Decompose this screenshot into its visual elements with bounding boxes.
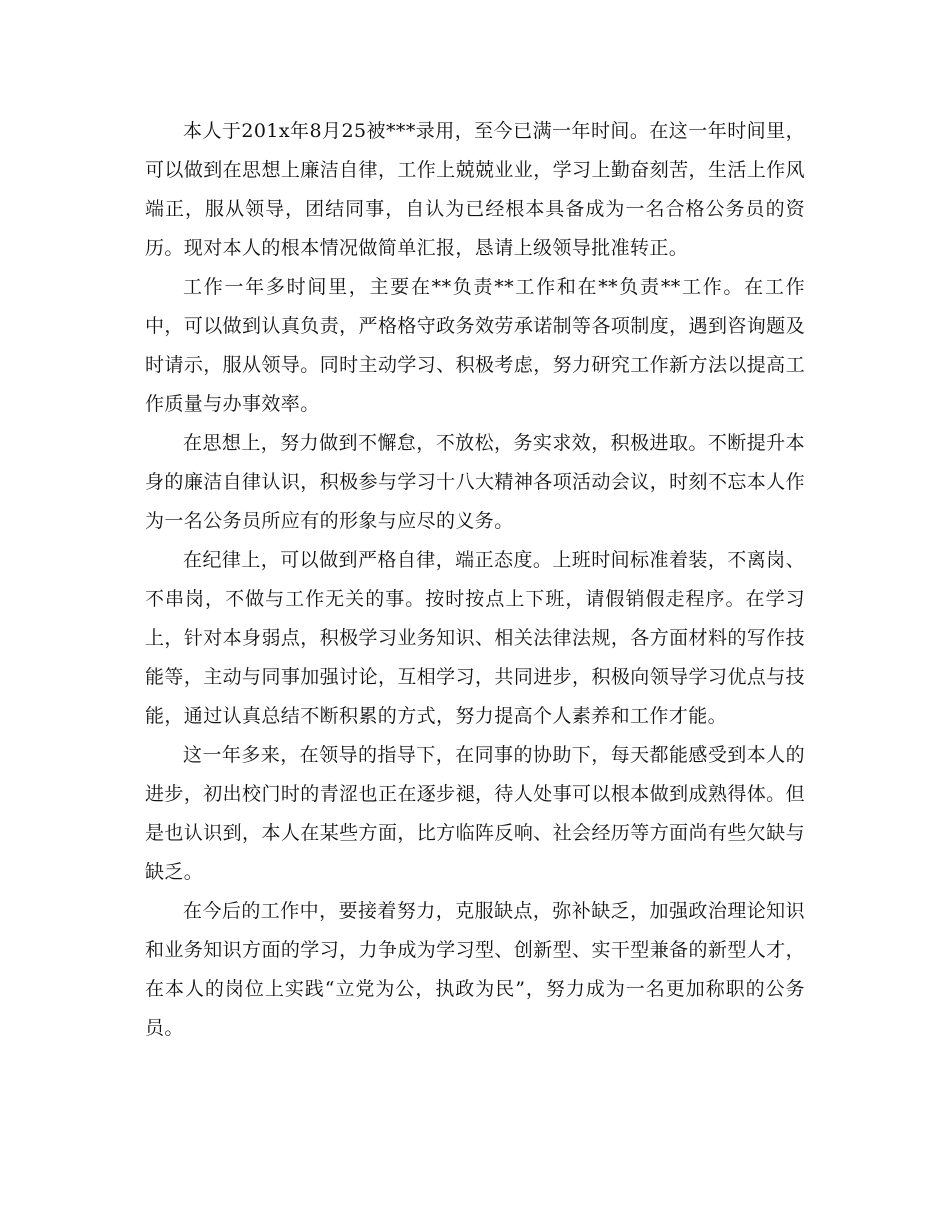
paragraph-3: 在思想上，努力做到不懈怠，不放松，务实求效，积极进取。不断提升本身的廉洁自律认识，积极参与学习十八大精神各项活动会议，时刻不忘本人作为一名公务员所应有的形象与应尽的义务。 [145, 432, 805, 532]
paragraph-2: 工作一年多时间里，主要在**负责**工作和在**负责**工作。在工作中，可以做到认真负责，严格格守政务效劳承诺制等各项制度，遇到咨询题及时请示，服从领导。同时主动学习、积极考虑，努力研究工作新方法以提高工作质量与办事效率。 [145, 276, 805, 415]
paragraph-4: 在纪律上，可以做到严格自律，端正态度。上班时间标准着装，不离岗、不串岗，不做与工作无关的事。按时按点上下班，请假销假走程序。在学习上，针对本身弱点，积极学习业务知识、相关法律法规，各方面材料的写作技能等，主动与同事加强讨论，互相学习，共同进步，积极向领导学习优点与技能，通过认真总结不断积累的方式，努力提高个人素养和工作才能。 [145, 549, 805, 727]
document-body [145, 112, 805, 1048]
paragraph-1: 本人于201x年8月25被***录用，至今已满一年时间。在这一年时间里，可以做到在思想上廉洁自律，工作上兢兢业业，学习上勤奋刻苦，生活上作风端正，服从领导，团结同事，自认为已经根本具备成为一名合格公务员的资历。现对本人的根本情况做简单汇报，恳请上级领导批准转正。 [145, 120, 805, 259]
paragraph-6: 在今后的工作中，要接着努力，克服缺点，弥补缺乏，加强政治理论知识和业务知识方面的学习，力争成为学习型、创新型、实干型兼备的新型人才，在本人的岗位上实践“立党为公，执政为民”，努力成为一名更加称职的公务员。 [145, 900, 805, 1039]
paragraph-5: 这一年多来，在领导的指导下，在同事的协助下，每天都能感受到本人的进步，初出校门时的青涩也正在逐步褪，待人处事可以根本做到成熟得体。但是也认识到，本人在某些方面，比方临阵反响、社会经历等方面尚有些欠缺与缺乏。 [145, 744, 805, 883]
